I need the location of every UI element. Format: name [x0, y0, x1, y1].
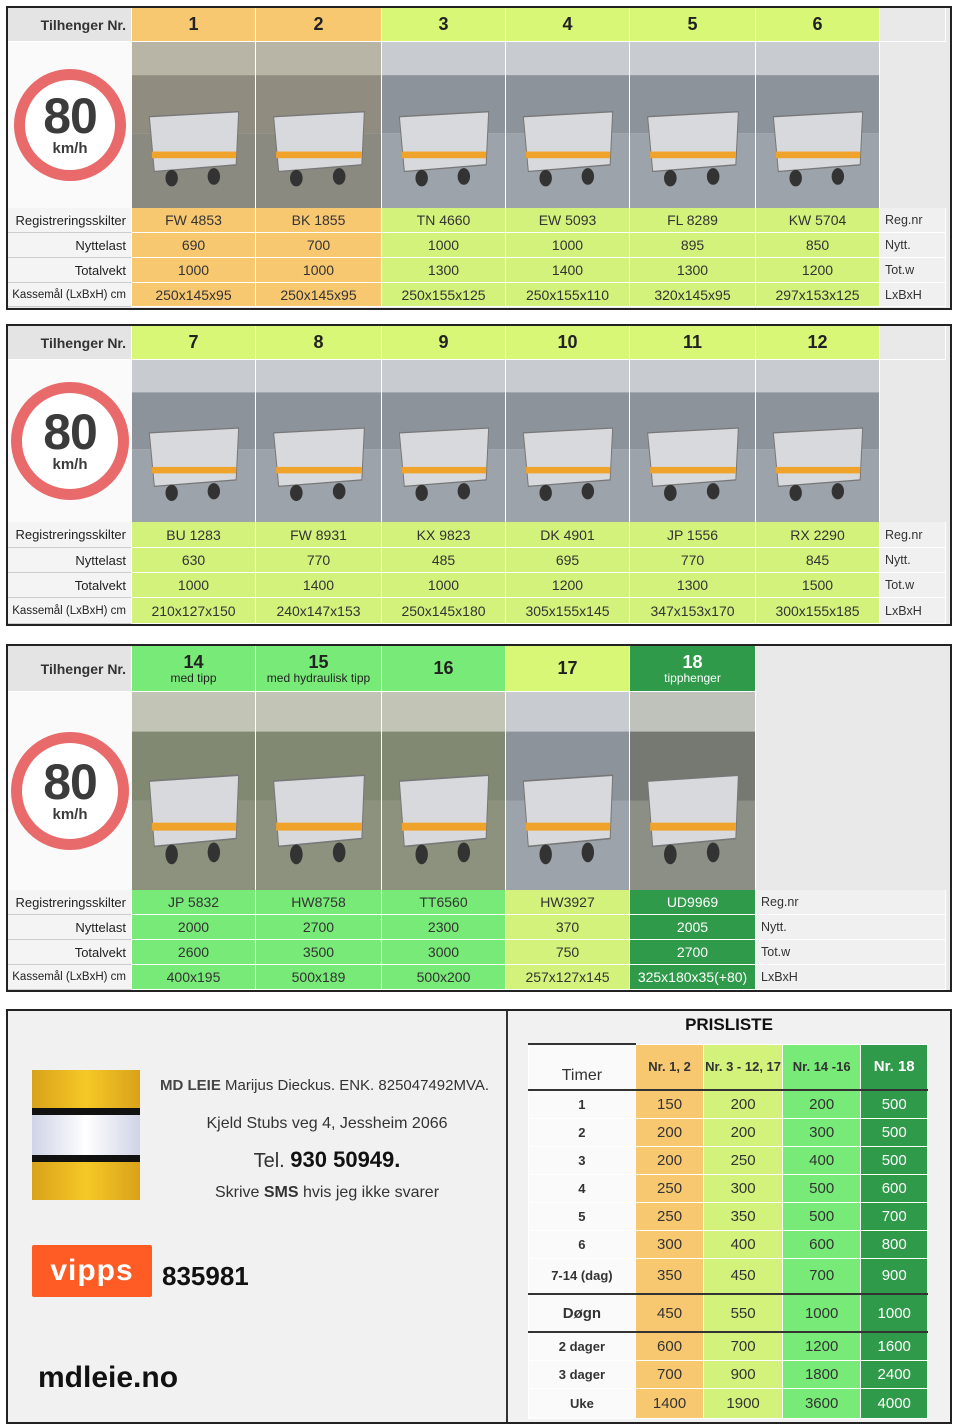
trailer-photo-12: [756, 360, 880, 522]
pricelist-period: 2: [529, 1118, 636, 1146]
trailer-number-8: 8: [256, 326, 382, 360]
trailer-5-reg: FL 8289: [630, 208, 756, 233]
pricelist-period: 6: [529, 1230, 636, 1258]
pricelist-price: 200: [782, 1090, 861, 1118]
trailer-15-reg: HW8758: [256, 890, 382, 915]
total-side-label: Tot.w: [756, 940, 946, 965]
trailer-number-11: 11: [630, 326, 756, 360]
trailer-number-16: 16: [382, 646, 506, 692]
total-side-label: Tot.w: [880, 258, 946, 283]
trailer-3-total: 1300: [382, 258, 506, 283]
row-reg: [8, 208, 946, 233]
pricelist-header-row: [529, 1044, 928, 1090]
pricelist-period: 4: [529, 1174, 636, 1202]
trailer-15-box: 500x189: [256, 965, 382, 990]
pricelist-row: [529, 1360, 928, 1388]
pricelist-row: [529, 1294, 928, 1332]
trailer-photo-9: [382, 360, 506, 522]
pricelist-price: 200: [635, 1146, 704, 1174]
trailer-14-box: 400x195: [132, 965, 256, 990]
trailer-6-total: 1200: [756, 258, 880, 283]
trailer-11-total: 1300: [630, 573, 756, 598]
speed-sign: [8, 692, 132, 890]
trailer-number-1: 1: [132, 8, 256, 42]
row-total: [8, 573, 946, 598]
pricelist-price: 1000: [782, 1294, 861, 1332]
row-box: [8, 283, 946, 307]
trailer-number-10: 10: [506, 326, 630, 360]
trailer-photo-14: [132, 692, 256, 890]
pricelist-price: 350: [704, 1202, 783, 1230]
payload-label: Nyttelast: [8, 915, 132, 940]
trailer-5-payload: 895: [630, 233, 756, 258]
company-phone[interactable]: Tel. 930 50949.: [253, 1147, 401, 1172]
speed-unit: km/h: [52, 456, 88, 474]
trailer-7-payload: 630: [132, 548, 256, 573]
trailer-photo-3: [382, 42, 506, 208]
company-address: Kjeld Stubs veg 4, Jessheim 2066: [206, 1115, 448, 1132]
pricelist-price: 700: [782, 1258, 861, 1294]
pricelist-price: 1600: [861, 1332, 928, 1360]
trailer-17-total: 750: [506, 940, 630, 965]
row-box: [8, 965, 946, 990]
box-side-label: LxBxH: [880, 283, 946, 307]
pricelist-price: 500: [782, 1202, 861, 1230]
trailer-4-total: 1400: [506, 258, 630, 283]
pricelist-header: Timer: [529, 1044, 636, 1090]
trailer-17-payload: 370: [506, 915, 630, 940]
pricelist-price: 250: [704, 1146, 783, 1174]
pricelist-price: 500: [861, 1146, 928, 1174]
trailer-11-reg: JP 1556: [630, 522, 756, 548]
pricelist-price: 1800: [782, 1360, 861, 1388]
trailer-18-reg: UD9969: [630, 890, 756, 915]
box-label: Kassemål (LxBxH) cm: [8, 598, 132, 624]
payload-side-label: Nytt.: [756, 915, 946, 940]
trailer-14-reg: JP 5832: [132, 890, 256, 915]
pricelist-price: 800: [861, 1230, 928, 1258]
trailer-photo-2: [256, 42, 382, 208]
trailer-12-payload: 845: [756, 548, 880, 573]
pricelist-table: [528, 1043, 928, 1419]
pricelist-row: [529, 1174, 928, 1202]
trailer-15-payload: 2700: [256, 915, 382, 940]
row-total: [8, 258, 946, 283]
trailer-number-7: 7: [132, 326, 256, 360]
total-label: Totalvekt: [8, 573, 132, 598]
pricelist-period: 5: [529, 1202, 636, 1230]
trailer-1-total: 1000: [132, 258, 256, 283]
trailer-10-reg: DK 4901: [506, 522, 630, 548]
trailer-2-total: 1000: [256, 258, 382, 283]
pricelist-header: Nr. 3 - 12, 17: [704, 1044, 783, 1090]
reg-side-label: Reg.nr: [880, 522, 946, 548]
pricelist-price: 500: [782, 1174, 861, 1202]
speed-value: 80: [43, 753, 97, 810]
trailer-8-total: 1400: [256, 573, 382, 598]
trailer-number-3: 3: [382, 8, 506, 42]
reg-label: Registreringsskilter: [8, 522, 132, 548]
trailer-2-reg: BK 1855: [256, 208, 382, 233]
pricelist-price: 600: [635, 1332, 704, 1360]
pricelist-price: 600: [782, 1230, 861, 1258]
trailer-12-reg: RX 2290: [756, 522, 880, 548]
speed-unit: km/h: [52, 806, 88, 824]
pricelist-price: 450: [635, 1294, 704, 1332]
trailer-photo-17: [506, 692, 630, 890]
box-label: Kassemål (LxBxH) cm: [8, 283, 132, 307]
trailer-5-box: 320x145x95: [630, 283, 756, 307]
trailer-number-12: 12: [756, 326, 880, 360]
trailer-14-total: 2600: [132, 940, 256, 965]
trailer-1-payload: 690: [132, 233, 256, 258]
payload-side-label: Nytt.: [880, 548, 946, 573]
trailer-number-17: 17: [506, 646, 630, 692]
trailer-16-box: 500x200: [382, 965, 506, 990]
contact-and-pricelist: [6, 1009, 952, 1424]
pricelist-price: 150: [635, 1090, 704, 1118]
pricelist-price: 400: [782, 1146, 861, 1174]
trailer-photo-11: [630, 360, 756, 522]
pricelist-price: 500: [861, 1118, 928, 1146]
pricelist-price: 300: [704, 1174, 783, 1202]
trailer-2-payload: 700: [256, 233, 382, 258]
trailer-section-1: [6, 6, 952, 310]
row-total: [8, 940, 946, 965]
trailer-number-2: 2: [256, 8, 382, 42]
trailer-9-total: 1000: [382, 573, 506, 598]
trailer-4-payload: 1000: [506, 233, 630, 258]
pricelist-price: 700: [861, 1202, 928, 1230]
trailer-section-3: [6, 644, 952, 992]
pricelist-row: [529, 1090, 928, 1118]
pricelist-period: Uke: [529, 1388, 636, 1418]
trailer-4-box: 250x155x110: [506, 283, 630, 307]
pricelist-row: [529, 1388, 928, 1418]
trailer-3-payload: 1000: [382, 233, 506, 258]
trailer-photo-15: [256, 692, 382, 890]
reg-side-label: Reg.nr: [756, 890, 946, 915]
pricelist-period: 3 dager: [529, 1360, 636, 1388]
trailer-5-total: 1300: [630, 258, 756, 283]
trailer-6-payload: 850: [756, 233, 880, 258]
trailer-3-reg: TN 4660: [382, 208, 506, 233]
pricelist-price: 700: [704, 1332, 783, 1360]
pricelist-row: [529, 1230, 928, 1258]
trailer-16-total: 3000: [382, 940, 506, 965]
total-label: Totalvekt: [8, 258, 132, 283]
speed-value: 80: [43, 403, 97, 460]
vipps-logo: vipps: [32, 1245, 152, 1297]
speed-sign: [8, 360, 132, 522]
trailer-10-payload: 695: [506, 548, 630, 573]
trailer-8-box: 240x147x153: [256, 598, 382, 624]
trailer-15-total: 3500: [256, 940, 382, 965]
pricelist-row: [529, 1332, 928, 1360]
company-logo: [32, 1070, 140, 1200]
trailer-18-box: 325x180x35(+80): [630, 965, 756, 990]
trailer-6-reg: KW 5704: [756, 208, 880, 233]
trailer-12-total: 1500: [756, 573, 880, 598]
pricelist-price: 400: [704, 1230, 783, 1258]
trailer-17-reg: HW3927: [506, 890, 630, 915]
trailer-18-payload: 2005: [630, 915, 756, 940]
reg-label: Registreringsskilter: [8, 208, 132, 233]
speed-unit: km/h: [52, 140, 88, 158]
pricelist-period: 1: [529, 1090, 636, 1118]
trailer-9-box: 250x145x180: [382, 598, 506, 624]
pricelist-price: 350: [635, 1258, 704, 1294]
trailer-number-15: 15 med hydraulisk tipp: [256, 646, 382, 692]
pricelist-price: 500: [861, 1090, 928, 1118]
trailer-6-box: 297x153x125: [756, 283, 880, 307]
pricelist-row: [529, 1202, 928, 1230]
pricelist-price: 600: [861, 1174, 928, 1202]
pricelist-price: 300: [782, 1118, 861, 1146]
trailer-no-label: Tilhenger Nr.: [8, 646, 132, 692]
trailer-number-18: 18 tipphenger: [630, 646, 756, 692]
trailer-section-2: [6, 324, 952, 626]
trailer-10-box: 305x155x145: [506, 598, 630, 624]
pricelist-price: 1900: [704, 1388, 783, 1418]
trailer-number-5: 5: [630, 8, 756, 42]
row-payload: [8, 233, 946, 258]
pricelist-price: 1000: [861, 1294, 928, 1332]
trailer-no-label: Tilhenger Nr.: [8, 8, 132, 42]
pricelist-price: 250: [635, 1202, 704, 1230]
trailer-no-label: Tilhenger Nr.: [8, 326, 132, 360]
trailer-2-box: 250x145x95: [256, 283, 382, 307]
trailer-number-9: 9: [382, 326, 506, 360]
trailer-11-payload: 770: [630, 548, 756, 573]
trailer-9-reg: KX 9823: [382, 522, 506, 548]
pricelist-row: [529, 1258, 928, 1294]
total-label: Totalvekt: [8, 940, 132, 965]
pricelist-price: 200: [704, 1118, 783, 1146]
row-box: [8, 598, 946, 624]
trailer-16-reg: TT6560: [382, 890, 506, 915]
vipps-number: 835981: [162, 1261, 249, 1291]
trailer-7-reg: BU 1283: [132, 522, 256, 548]
pricelist-price: 1400: [635, 1388, 704, 1418]
reg-side-label: Reg.nr: [880, 208, 946, 233]
row-payload: [8, 915, 946, 940]
total-side-label: Tot.w: [880, 573, 946, 598]
trailer-photo-6: [756, 42, 880, 208]
row-reg: [8, 890, 946, 915]
pricelist-price: 2400: [861, 1360, 928, 1388]
row-payload: [8, 548, 946, 573]
trailer-7-total: 1000: [132, 573, 256, 598]
box-label: Kassemål (LxBxH) cm: [8, 965, 132, 990]
trailer-photo-7: [132, 360, 256, 522]
row-reg: [8, 522, 946, 548]
pricelist-price: 900: [704, 1360, 783, 1388]
pricelist-price: 3600: [782, 1388, 861, 1418]
pricelist-period: 3: [529, 1146, 636, 1174]
pricelist-row: [529, 1118, 928, 1146]
trailer-8-reg: FW 8931: [256, 522, 382, 548]
sms-note: Skrive SMS hvis jeg ikke svarer: [214, 1184, 440, 1201]
trailer-photo-10: [506, 360, 630, 522]
box-side-label: LxBxH: [756, 965, 946, 990]
pricelist-header: Nr. 18: [861, 1044, 928, 1090]
trailer-17-box: 257x127x145: [506, 965, 630, 990]
trailer-11-box: 347x153x170: [630, 598, 756, 624]
company-name: MD LEIE Marijus Dieckus. ENK. 825047492MVA.: [160, 1077, 490, 1094]
trailer-3-box: 250x155x125: [382, 283, 506, 307]
pricelist-price: 550: [704, 1294, 783, 1332]
pricelist-price: 200: [704, 1090, 783, 1118]
trailer-14-payload: 2000: [132, 915, 256, 940]
trailer-12-box: 300x155x185: [756, 598, 880, 624]
pricelist-period: 7-14 (dag): [529, 1258, 636, 1294]
pricelist-price: 450: [704, 1258, 783, 1294]
website-link[interactable]: mdleie.no: [38, 1361, 179, 1394]
trailer-photo-5: [630, 42, 756, 208]
pricelist-price: 700: [635, 1360, 704, 1388]
pricelist-price: 300: [635, 1230, 704, 1258]
trailer-7-box: 210x127x150: [132, 598, 256, 624]
speed-value: 80: [43, 87, 97, 144]
trailer-8-payload: 770: [256, 548, 382, 573]
trailer-photo-4: [506, 42, 630, 208]
trailer-1-reg: FW 4853: [132, 208, 256, 233]
trailer-photo-8: [256, 360, 382, 522]
trailer-number-14: 14 med tipp: [132, 646, 256, 692]
speed-sign: [8, 42, 132, 208]
pricelist-price: 250: [635, 1174, 704, 1202]
trailer-1-box: 250x145x95: [132, 283, 256, 307]
contact-panel: [8, 1011, 508, 1422]
pricelist-title: PRISLISTE: [685, 1015, 773, 1034]
pricelist-period: Døgn: [529, 1294, 636, 1332]
pricelist-header: Nr. 14 -16: [782, 1044, 861, 1090]
payload-side-label: Nytt.: [880, 233, 946, 258]
pricelist-price: 4000: [861, 1388, 928, 1418]
trailer-number-6: 6: [756, 8, 880, 42]
trailer-photo-1: [132, 42, 256, 208]
pricelist-price: 1200: [782, 1332, 861, 1360]
reg-label: Registreringsskilter: [8, 890, 132, 915]
trailer-18-total: 2700: [630, 940, 756, 965]
pricelist-row: [529, 1146, 928, 1174]
pricelist-period: 2 dager: [529, 1332, 636, 1360]
payload-label: Nyttelast: [8, 548, 132, 573]
trailer-4-reg: EW 5093: [506, 208, 630, 233]
payload-label: Nyttelast: [8, 233, 132, 258]
box-side-label: LxBxH: [880, 598, 946, 624]
trailer-9-payload: 485: [382, 548, 506, 573]
pricelist-price: 900: [861, 1258, 928, 1294]
trailer-number-4: 4: [506, 8, 630, 42]
trailer-10-total: 1200: [506, 573, 630, 598]
pricelist-price: 200: [635, 1118, 704, 1146]
pricelist-header: Nr. 1, 2: [635, 1044, 704, 1090]
trailer-photo-18: [630, 692, 756, 890]
trailer-photo-16: [382, 692, 506, 890]
trailer-16-payload: 2300: [382, 915, 506, 940]
